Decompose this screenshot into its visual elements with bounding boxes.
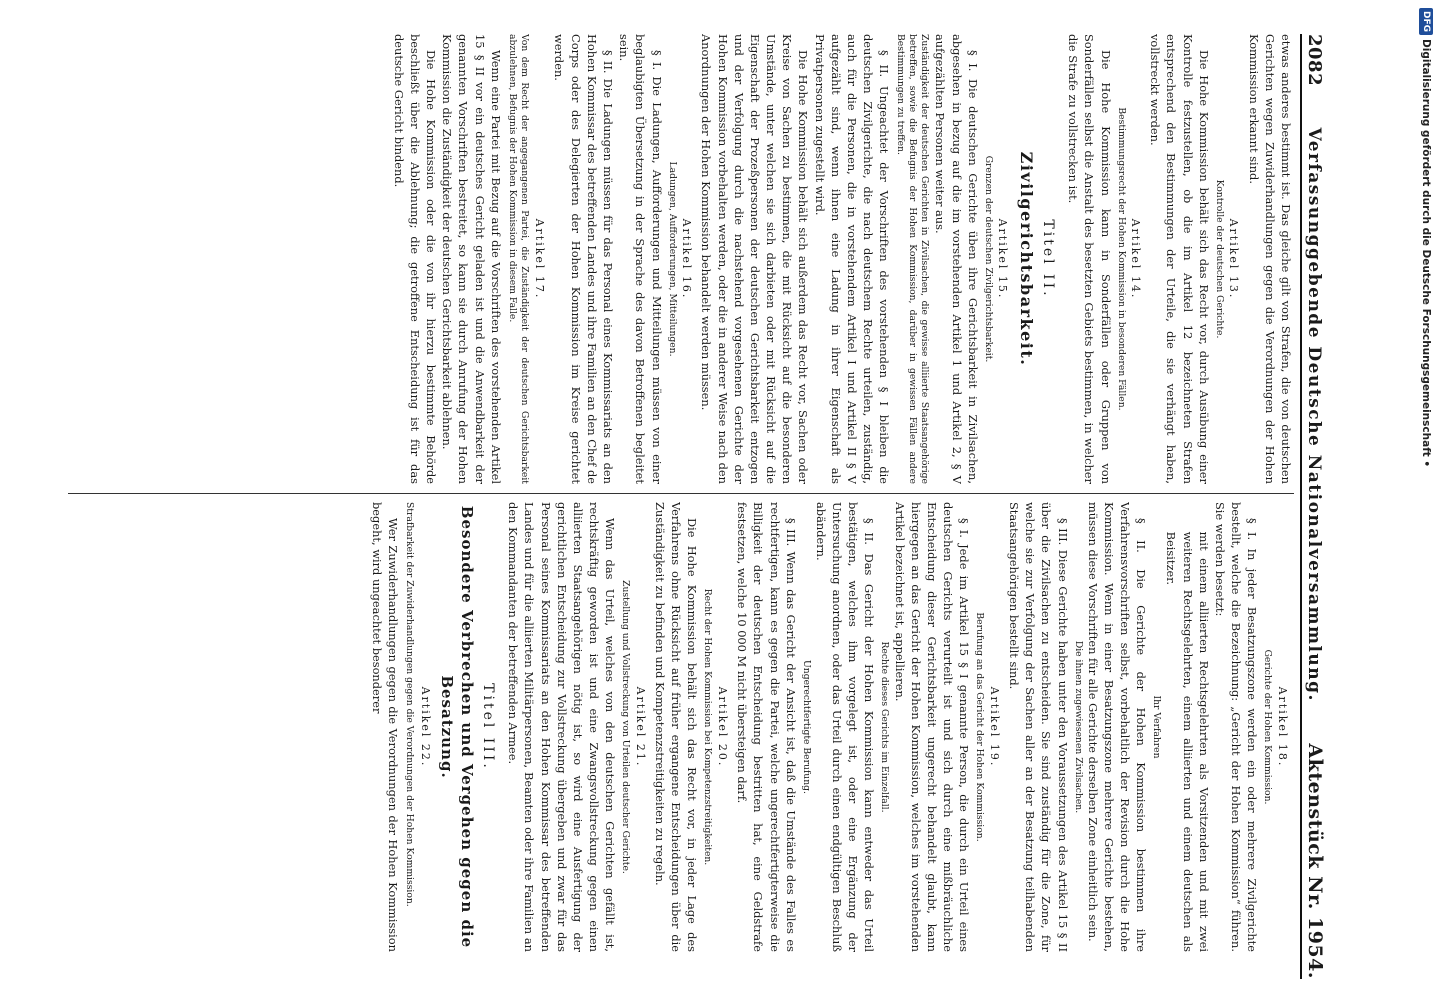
document-reference: Aktenstück Nr. 1954. (1304, 743, 1326, 979)
paragraph: § II. Ungeachtet der Vorschriften des vorstehenden § I bleiben die deutschen Zivilgerichte, die nach deutschem Rechte urteilen, zuständig, auch für die Personen, die in vorstehendem Artikel I und Artikel II § V aufgezählt sind, wenn ihnen eine Ladung in ihrer Eigenschaft als Privatpersonen zugestellt wird. (812, 34, 892, 484)
paragraph: Die Hohe Kommission behält sich außerdem das Recht vor, Sachen oder Kreise von Sachen zu bestimmen, die mit Rücksicht auf die besonderen Umstände, unter welchen sie sich darbieten oder mit Rücksicht auf die Eigenschaft der Prozeßpersonen der deutschen Gerichtsbarkeit entzogen und der Verfolgung durch die nachstehend vorgesehenen Gerichte der Hohen Kommission vorbehalten werden, oder die in anderer Weise nach den Anordnungen der Hohen Kommission behandelt werden müssen. (699, 34, 811, 484)
paragraph: § I. Die Ladungen, Aufforderungen und Mitteilungen müssen von einer beglaubigten Übersetzung in der Sprache des davon Betroffenen begleitet sein. (617, 34, 664, 484)
article-heading: Artikel 20. (716, 686, 729, 768)
article-subheading: Rechte dieses Gerichts im Einzelfall. (879, 641, 891, 813)
paragraph: mit einem alliierten Rechtsgelehrten als Vorsitzenden und mit zwei weiteren Rechtsgelehrten, einem alliierten und einem deutschen als Beisitzer. (1164, 531, 1211, 952)
article-heading: Artikel 15. (996, 218, 1010, 300)
article-heading: Artikel 17. (533, 218, 547, 300)
article-subheading: Grenzen der deutschen Zivilgerichtsbarkeit. (982, 155, 994, 363)
article-subheading: Ihr Verfahren (1151, 695, 1163, 759)
article-subheading: Bestimmungsrecht der Hohen Kommission in besonderen Fällen. (1115, 107, 1127, 411)
article-heading: Artikel 14. (1129, 218, 1143, 300)
dfg-logo: DFG (1419, 8, 1433, 35)
running-title: Verfassunggebende Deutsche Nationalversammlung. (1304, 127, 1324, 702)
article-heading: Artikel 13. (1227, 218, 1241, 300)
article-heading: Artikel 16. (680, 218, 694, 300)
paragraph: Die Hohe Kommission oder die von ihr hierzu bestimmte Behörde beschließt über die Ablehnung; die getroffene Entscheidung ist für das deutsche Gericht bindend. (391, 34, 439, 484)
page-number: 2082 (1304, 34, 1325, 87)
article-subheading: Ungerechtfertigte Berufung. (800, 660, 812, 794)
paragraph: Wenn eine Partei mit Bezug auf die Vorschriften des vorstehenden Artikel 15 § II vor ein deutsches Gericht geladen ist und die Anwendbarkeit der genannten Vorschriften bestreitet, so kann sie durch Anrufung der Hohen Kommission die Zuständigkeit der deutschen Gerichtsbarkeit ablehnen. (440, 34, 503, 484)
digitization-credit (1418, 0, 1434, 1000)
credit-text: Digitalisierung gefördert durch die Deutsche Forschungsgemeinschaft • (1420, 39, 1432, 468)
article-heading: Artikel 22. (418, 686, 432, 768)
paragraph: § I. In jeder Besatzungszone werden ein oder mehrere Zivilgerichte bestellt, welche die Bezeichnung: „Gericht der Hohen Kommission“ führen. Sie werden besetzt: (1213, 502, 1260, 952)
paragraph: Die Hohe Kommission behält sich das Recht vor, in jeder Lage des Verfahrens ohne Rücksicht auf früher ergangene Entscheidungen über die Zuständigkeit zu befinden und Kompetenzstreitigkeiten zu regeln. (653, 502, 700, 952)
paragraph: § II. Die Ladungen müssen für das Personal eines Kommissariats an den Hohen Kommissar des betreffenden Landes und ihre Familien an den Chef de Corps oder des Delegierten der Hohen Kommission im Kreise gerichtet werden. (552, 34, 616, 484)
article-heading: Artikel 19. (987, 686, 1001, 768)
paragraph: Wenn das Urteil, welches von den deutschen Gerichten gefällt ist, rechtskräftig geworden ist und eine Zwangsvollstreckung gegen einen alliierten Staatsangehörigen nötig ist, so wird eine Ausfertigung der gerichtlichen Entscheidung zur Vollstreckung übergeben und zwar für das Personal seines Kommissariats an den Hohen Kommissar des betreffenden Landes und für die alliierten Militärpersonen, Beamten oder ihre Familien an den Kommandanten der betreffenden Armee. (506, 502, 618, 952)
right-column (64, 502, 1294, 952)
page-header (1300, 34, 1334, 979)
paragraph: § I. Die deutschen Gerichte üben ihre Gerichtsbarkeit in Zivilsachen, abgesehen in bezug auf die im vorstehenden Artikel 1 und Artikel 2, § V aufgezählten Personen weiter aus. (933, 34, 980, 484)
article-subheading: Zustellung und Vollstreckung von Urteilen deutscher Gerichte. (620, 580, 632, 874)
title-heading: Titel III. (480, 683, 496, 771)
article-subheading: Strafbarkeit der Zuwiderhandlungen gegen die Verordnungen der Hohen Kommission. (404, 502, 416, 907)
paragraph: etwas anderes bestimmt ist. Das gleiche gilt von Strafen, die von deutschen Gerichten wegen Zuwiderhandlungen gegen die Verordnungen der Hohen Kommission erkannt sind. (1246, 34, 1293, 484)
marginal-note: Zuständigkeit der deutschen Gerichten in Zivilsachen, die gewisse alliierte Staatsangehörige betreffen, sowie die Befugnis der Hohen Kommission, darüber in gewissen Fällen andere Bestimmungen zu treffen. (895, 34, 931, 484)
article-subheading: Von dem Recht der angegangenen Partei, die Zuständigkeit der deutschen Gerichtsbarkeit abzulehnen, Befugnis der Hohen Kommission in diesem Falle. (506, 34, 530, 484)
paragraph: § I. Jede im Artikel 15 § I genannte Person, die durch ein Urteil eines deutschen Gerichts verurteilt ist und sich durch eine mißbräuchliche Entscheidung dieser Gerichtsbarkeit ungerecht behandelt glaubt, kann hiergegen an das Gericht der Hohen Kommission, welches im vorstehenden Artikel bezeichnet ist, appellieren. (892, 502, 972, 952)
article-subheading: Gerichte der Hohen Kommission. (1262, 649, 1274, 805)
paragraph: § II. Das Gericht der Hohen Kommission kann entweder das Urteil bestätigen, welches ihm vorgelegt ist, oder eine Ergänzung der Untersuchung anordnen, oder das Urteil durch einen endgültigen Beschluß abändern. (813, 502, 877, 952)
paragraph: § III. Wenn das Gericht der Ansicht ist, daß die Umstände des Falles es rechtfertigen, kann es gegen die Partei, welche ungerechtfertigterweise die Billigkeit der deutschen Entscheidung bestritten hat, eine Geldstrafe festsetzen, welche 10 000 M nicht übersteigen darf. (735, 502, 798, 952)
article-heading: Artikel 21. (633, 686, 647, 768)
document-page (64, 34, 1334, 979)
paragraph: Die Hohe Kommission behält sich das Recht vor, durch Ausübung einer Kontrolle festzustellen, ob die im Artikel 12 bezeichneten Strafen entsprechend den Bestimmungen der Urteile, die sie verhängt haben, vollstreckt werden. (1148, 34, 1211, 484)
article-heading: Artikel 18. (1276, 686, 1289, 768)
article-subheading: Recht der Hohen Kommission bei Kompetenzstreitigkeiten. (702, 588, 714, 866)
article-subheading: Ladungen, Aufforderungen, Mitteilungen. (666, 161, 678, 357)
paragraph: Die Hohe Kommission kann in Sonderfällen oder Gruppen von Sonderfällen selbst die Anstalt des besetzten Gebiets bestimmen, in welcher die Strafe zu vollstrecken ist. (1066, 34, 1113, 484)
paragraph: Wer Zuwiderhandlungen gegen die Verordnungen der Hohen Kommission begeht, wird ungeachtet besonderer (369, 502, 401, 952)
title-subheading: Besondere Verbrechen und Vergehen gegen die Besatzung. (437, 505, 477, 949)
title-subheading: Zivilgerichtsbarkeit. (1017, 151, 1037, 367)
title-heading: Titel II. (1040, 219, 1056, 299)
article-subheading: Die ihnen zugewiesenen Zivilsachen. (1072, 640, 1084, 814)
article-subheading: Berufung an das Gericht der Hohen Kommission. (974, 612, 986, 842)
left-column (64, 34, 1294, 484)
column-divider (68, 493, 1294, 494)
article-subheading: Kontrolle der deutschen Gerichte. (1213, 179, 1225, 339)
paragraph: § II. Die Gerichte der Hohen Kommission bestimmen ihre Verfahrensvorschriften selbst, vorbehaltlich der Revision durch die Hohe Kommission. Wenn in einer Besatzungszone mehrere Gerichte bestehen, müssen diese Vorschriften für alle Gerichte derselben Zone einheitlich sein. (1085, 502, 1149, 952)
paragraph: § III. Diese Gerichte haben unter den Voraussetzungen des Artikel 15 § II über die Zivilsachen zu entscheiden. Sie sind zuständig für die Zone, für welche sie zur Verfolgung der Sachen aller an der Besatzung teilhabenden Staatsangehörigen bestellt sind. (1007, 502, 1070, 952)
